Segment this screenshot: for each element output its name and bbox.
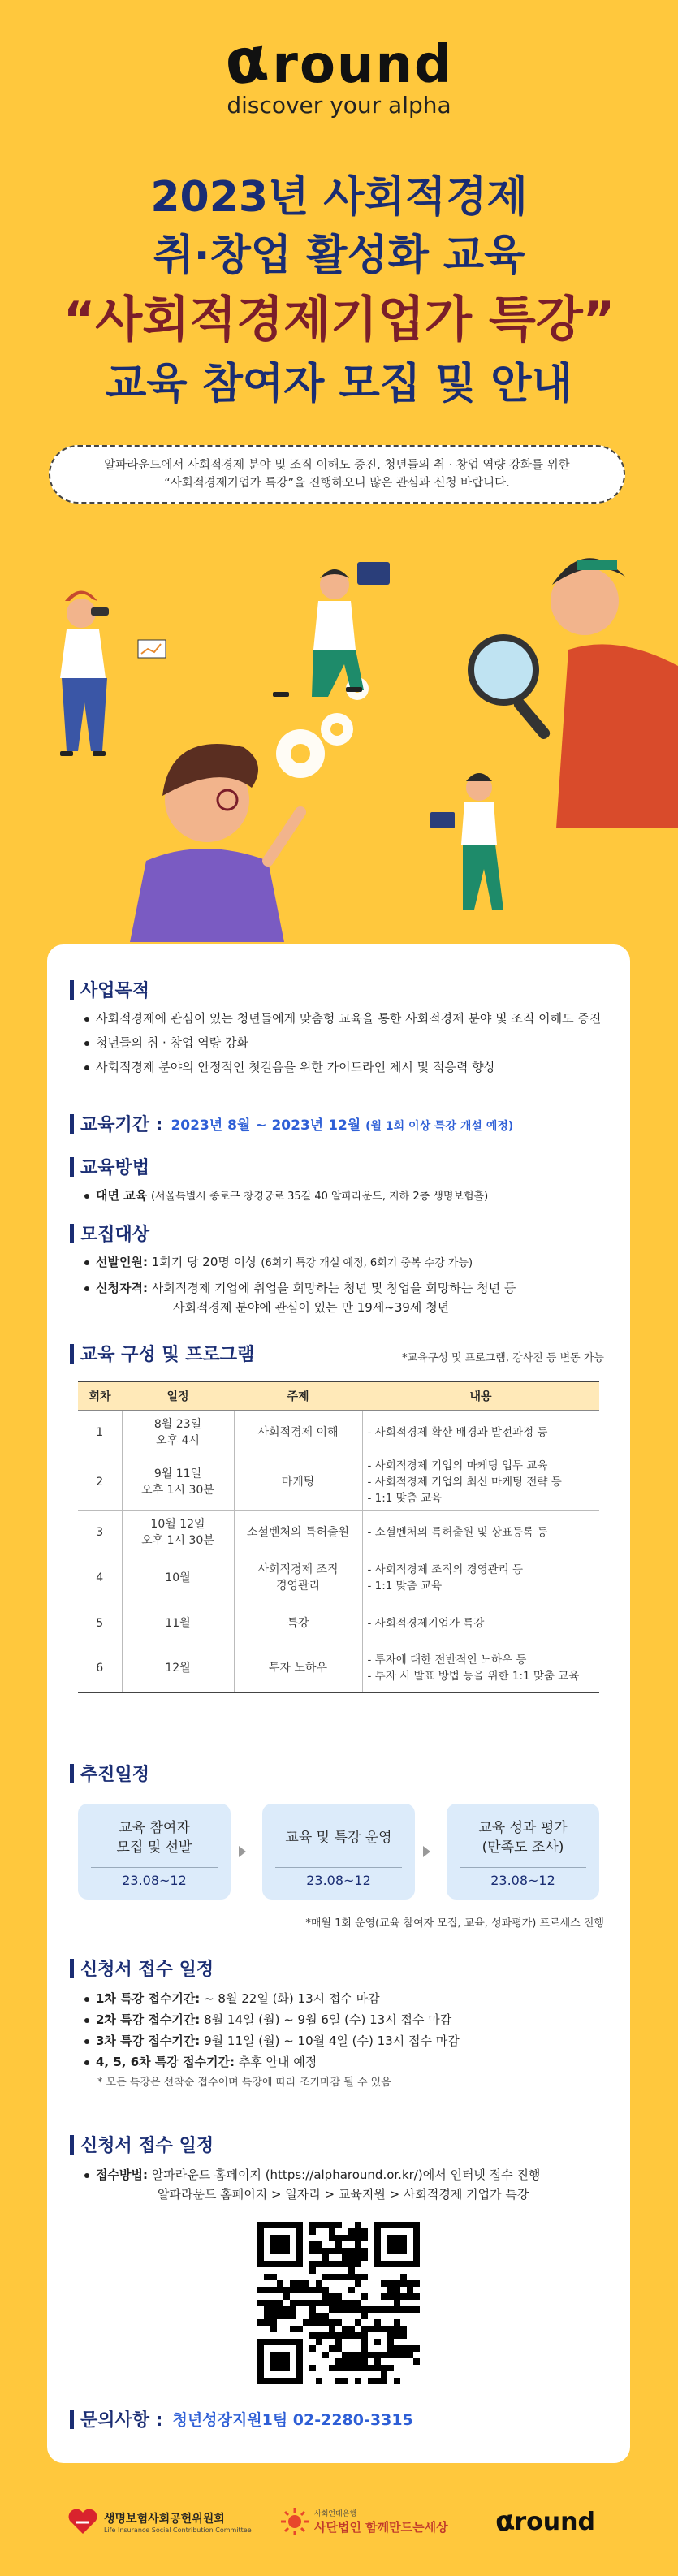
- target-value-1: 1회기 당 20명 이상: [151, 1255, 257, 1269]
- col-header: 주제: [234, 1381, 362, 1411]
- cell-no: 6: [78, 1645, 122, 1692]
- cell-topic: [234, 1511, 362, 1554]
- method-label: 대면 교육: [96, 1188, 148, 1203]
- schedule-heading: 추진일정: [80, 1765, 150, 1785]
- content-line: - 투자 시 발표 방법 등을 위한 1:1 맞춤 교육: [367, 1670, 580, 1683]
- section-heading: [70, 2132, 614, 2157]
- col-header: 내용: [362, 1381, 599, 1411]
- apply-method-heading: 신청서 접수 일정: [80, 2136, 214, 2156]
- content-line: - 사회적경제 조직의 경영관리 등: [367, 1562, 524, 1576]
- section-heading: [70, 1111, 513, 1136]
- flow-step: [78, 1804, 231, 1900]
- date-line: 11월: [165, 1616, 191, 1630]
- sun-logo-icon: [280, 2507, 309, 2536]
- topic-line: 특강: [287, 1616, 309, 1630]
- content-line: - 사회적경제 기업의 최신 마케팅 전략 등: [367, 1476, 562, 1489]
- target-list: [70, 1252, 614, 1317]
- target-label-2: 신청자격:: [96, 1281, 148, 1295]
- section-period: [70, 1111, 513, 1136]
- period-note: (월 1회 이상 특강 개설 예정): [365, 1120, 514, 1133]
- target-note-1: (6회기 특강 개설 예정, 6회기 중복 수강 가능): [261, 1257, 473, 1269]
- topic-line: 사회적경제 조직: [257, 1562, 339, 1576]
- cell-content: [362, 1554, 599, 1601]
- date-line: 10월 12일: [150, 1517, 205, 1531]
- footer-org-1: [67, 2497, 252, 2546]
- cell-content: [362, 1411, 599, 1454]
- tagline: discover your alpha: [227, 92, 451, 119]
- col-header: 일정: [122, 1381, 234, 1411]
- method-value: (서울특별시 종로구 창경궁로 35길 40 알파라운드, 지하 2층 생명보험홀): [150, 1191, 489, 1203]
- list-item: [96, 1989, 614, 2008]
- cell-date: [122, 1601, 234, 1645]
- cell-topic: [234, 1645, 362, 1692]
- list-item: [96, 2010, 614, 2029]
- table-header-row: [78, 1381, 599, 1411]
- section-method: [70, 1154, 606, 1212]
- person-binoculars: [60, 591, 166, 757]
- content-line: - 사회적경제 기업의 마케팅 업무 교육: [367, 1459, 548, 1472]
- cell-topic: [234, 1454, 362, 1511]
- footer: [0, 2497, 678, 2546]
- table-row: [78, 1554, 599, 1601]
- topic-line: 경영관리: [275, 1579, 321, 1593]
- cell-topic: [234, 1554, 362, 1601]
- cell-content: [362, 1645, 599, 1692]
- content-line: - 1:1 맞춤 교육: [367, 1492, 443, 1505]
- period-label: 3차 특강 접수기간:: [96, 2034, 201, 2048]
- list-item: 청년들의 취 · 창업 역량 강화: [96, 1033, 606, 1052]
- heart-logo-icon: [67, 2508, 99, 2535]
- footer-org-2-name: 사단법인 함께만드는세상: [314, 2520, 448, 2535]
- table-row: [78, 1645, 599, 1692]
- section-heading: [70, 977, 606, 1002]
- section-apply-method: [70, 2132, 614, 2209]
- cell-no: 5: [78, 1601, 122, 1645]
- intro-line-1: 알파라운드에서 사회적경제 분야 및 조직 이해도 증진, 청년들의 취 · 창업 역량 강화를 위한: [104, 459, 570, 472]
- section-heading: [70, 1341, 254, 1366]
- period-value: 8월 14일 (월) ~ 9월 6일 (수) 13시 접수 마감: [204, 2012, 452, 2027]
- table-row: [78, 1601, 599, 1645]
- period-value: 2023년 8월 ~ 2023년 12월: [171, 1117, 361, 1134]
- list-item: [96, 1186, 606, 1207]
- topic-line: 소셜벤처의 특허출원: [246, 1525, 350, 1539]
- section-heading: [70, 1154, 606, 1179]
- table-row: [78, 1511, 599, 1554]
- cell-date: [122, 1411, 234, 1454]
- arrow-right-icon: [239, 1846, 246, 1857]
- period-heading: 교육기간 :: [80, 1115, 163, 1135]
- person-kneeling-laptop: [273, 562, 390, 697]
- cell-topic: [234, 1601, 362, 1645]
- list-item: [96, 2165, 614, 2204]
- topic-line: 투자 노하우: [268, 1662, 328, 1675]
- cell-date: [122, 1511, 234, 1554]
- footer-org-2-sub: 사회연대은행: [314, 2510, 357, 2518]
- period-label: 1차 특강 접수기간:: [96, 1991, 201, 2006]
- list-item: [96, 1278, 614, 1317]
- topic-line: 사회적경제 이해: [257, 1425, 339, 1439]
- target-value-2b: 사회적경제 분야에 관심이 있는 만 19세~39세 청년: [173, 1300, 450, 1315]
- footer-org-1-sub: Life Insurance Social Contribution Committee: [104, 2526, 252, 2534]
- contact-value: 청년성장지원1팀 02-2280-3315: [172, 2411, 413, 2429]
- method-list: [70, 1186, 606, 1207]
- period-value: ~ 8월 22일 (화) 13시 접수 마감: [204, 1991, 380, 2006]
- step-date: 23.08~12: [460, 1867, 586, 1888]
- apply-period-list: [70, 1989, 614, 2072]
- purpose-list: [70, 1009, 606, 1077]
- section-target: [70, 1221, 614, 1322]
- title-line-3: “사회적경제기업가 특강”: [63, 292, 615, 348]
- apply-method-line-2: 알파라운드 홈페이지 > 일자리 > 교육지원 > 사회적경제 기업가 특강: [158, 2187, 529, 2202]
- logo-wordmark: [0, 21, 678, 100]
- contact-heading: 문의사항 :: [80, 2410, 163, 2431]
- table-row: [78, 1454, 599, 1511]
- date-line: 8월 23일: [153, 1417, 202, 1431]
- cell-date: [122, 1645, 234, 1692]
- step-date: 23.08~12: [91, 1867, 218, 1888]
- qr-code[interactable]: [257, 2222, 420, 2384]
- cell-content: [362, 1601, 599, 1645]
- cell-content: [362, 1511, 599, 1554]
- method-heading: 교육방법: [80, 1158, 150, 1178]
- logo-text: round: [272, 35, 453, 95]
- flow-step: [447, 1804, 599, 1900]
- date-line: 9월 11일: [153, 1467, 202, 1480]
- section-program: [70, 1341, 254, 1366]
- person-magnifier: [471, 558, 678, 828]
- alpha-icon: α: [493, 2504, 517, 2539]
- footer-org-3-name: round: [514, 2507, 595, 2536]
- schedule-note: *매월 1회 운영(교육 참여자 모집, 교육, 성과평가) 프로세스 진행: [305, 1917, 604, 1930]
- person-walking-tablet: [430, 773, 503, 910]
- content-line: - 투자에 대한 전반적인 노하우 등: [367, 1653, 527, 1667]
- apply-period-heading: 신청서 접수 일정: [80, 1960, 214, 1980]
- step-label: (만족도 조사): [482, 1839, 564, 1856]
- alpha-icon: α: [220, 21, 274, 100]
- cell-no: 1: [78, 1411, 122, 1454]
- period-value: 추후 안내 예정: [238, 2055, 317, 2069]
- list-item: 사회적경제 분야의 안정적인 첫걸음을 위한 가이드라인 제시 및 적응력 향상: [96, 1057, 606, 1077]
- period-label: 2차 특강 접수기간:: [96, 2012, 201, 2027]
- step-label: 교육 참여자: [119, 1820, 190, 1836]
- cell-content: [362, 1454, 599, 1511]
- content-line: - 1:1 맞춤 교육: [367, 1579, 443, 1593]
- title-line-2: 취·창업 활성화 교육: [153, 231, 525, 280]
- title-line-1: 2023년 사회적경제: [150, 173, 528, 222]
- program-heading: 교육 구성 및 프로그램: [80, 1345, 255, 1365]
- cell-no: 3: [78, 1511, 122, 1554]
- program-note: *교육구성 및 프로그램, 강사진 등 변동 가능: [402, 1352, 604, 1364]
- cell-date: [122, 1554, 234, 1601]
- apply-note: * 모든 특강은 선착순 접수이며 특강에 따라 조기마감 될 수 있음: [97, 2077, 391, 2089]
- section-heading: [70, 1761, 149, 1786]
- section-heading: [70, 1956, 614, 1981]
- arrow-right-icon: [423, 1846, 430, 1857]
- content-line: - 사회적경제기업가 특강: [367, 1616, 485, 1630]
- step-label: 모집 및 선발: [116, 1839, 192, 1856]
- title-line-4: 교육 참여자 모집 및 안내: [106, 360, 572, 408]
- step-label: 교육 및 특강 운영: [285, 1830, 392, 1846]
- section-contact: [70, 2406, 413, 2431]
- step-date: 23.08~12: [275, 1867, 402, 1888]
- cell-no: 4: [78, 1554, 122, 1601]
- cell-date: [122, 1454, 234, 1511]
- footer-org-3: [495, 2497, 595, 2546]
- footer-org-2: [280, 2497, 448, 2546]
- date-line: 오후 1시 30분: [141, 1484, 214, 1497]
- brand-logo: [0, 21, 678, 119]
- period-label: 4, 5, 6차 특강 접수기간:: [96, 2055, 235, 2069]
- content-line: - 사회적경제 확산 배경과 발전과정 등: [367, 1425, 548, 1439]
- intro-box: [49, 445, 625, 504]
- info-card: [47, 944, 630, 2463]
- list-item: 사회적경제에 관심이 있는 청년들에게 맞춤형 교육을 통한 사회적경제 분야 및 조직 이해도 증진: [96, 1009, 606, 1028]
- intro-line-2: “사회적경제기업가 특강”을 진행하오니 많은 관심과 신청 바랍니다.: [164, 477, 510, 490]
- content-line: - 소셜벤처의 특허출원 및 상표등록 등: [367, 1525, 548, 1539]
- cell-no: 2: [78, 1454, 122, 1511]
- purpose-heading: 사업목적: [80, 981, 150, 1001]
- section-apply-period: [70, 1956, 614, 2089]
- cell-topic: [234, 1411, 362, 1454]
- list-item: [96, 1252, 614, 1273]
- apply-method-list: [70, 2165, 614, 2204]
- hero-illustration: [0, 520, 678, 942]
- flow-step: [262, 1804, 415, 1900]
- list-item: [96, 2052, 614, 2072]
- target-value-2a: 사회적경제 기업에 취업을 희망하는 청년 및 창업을 희망하는 청년 등: [151, 1281, 516, 1295]
- person-thinking: [130, 744, 300, 942]
- period-value: 9월 11일 (월) ~ 10월 4일 (수) 13시 접수 마감: [204, 2034, 460, 2048]
- section-purpose: [70, 977, 606, 1082]
- date-line: 오후 4시: [156, 1433, 200, 1447]
- section-schedule: [70, 1761, 149, 1786]
- section-heading: [70, 1221, 614, 1246]
- schedule-flow: [78, 1804, 599, 1901]
- date-line: 12월: [165, 1662, 191, 1675]
- apply-method-label: 접수방법:: [96, 2168, 148, 2182]
- date-line: 10월: [165, 1571, 191, 1584]
- target-label-1: 선발인원:: [96, 1255, 148, 1269]
- col-header: 회차: [78, 1381, 122, 1411]
- table-row: [78, 1411, 599, 1454]
- step-label: 교육 성과 평가: [478, 1820, 568, 1836]
- program-table: [78, 1381, 599, 1693]
- footer-org-1-name: 생명보험사회공헌위원회: [104, 2512, 225, 2526]
- list-item: [96, 2031, 614, 2051]
- apply-method-line-1: 알파라운드 홈페이지 (https://alpharound.or.kr/)에서 인터넷 접수 진행: [151, 2168, 541, 2182]
- target-heading: 모집대상: [80, 1225, 150, 1245]
- date-line: 오후 1시 30분: [141, 1533, 214, 1547]
- topic-line: 마케팅: [281, 1476, 315, 1489]
